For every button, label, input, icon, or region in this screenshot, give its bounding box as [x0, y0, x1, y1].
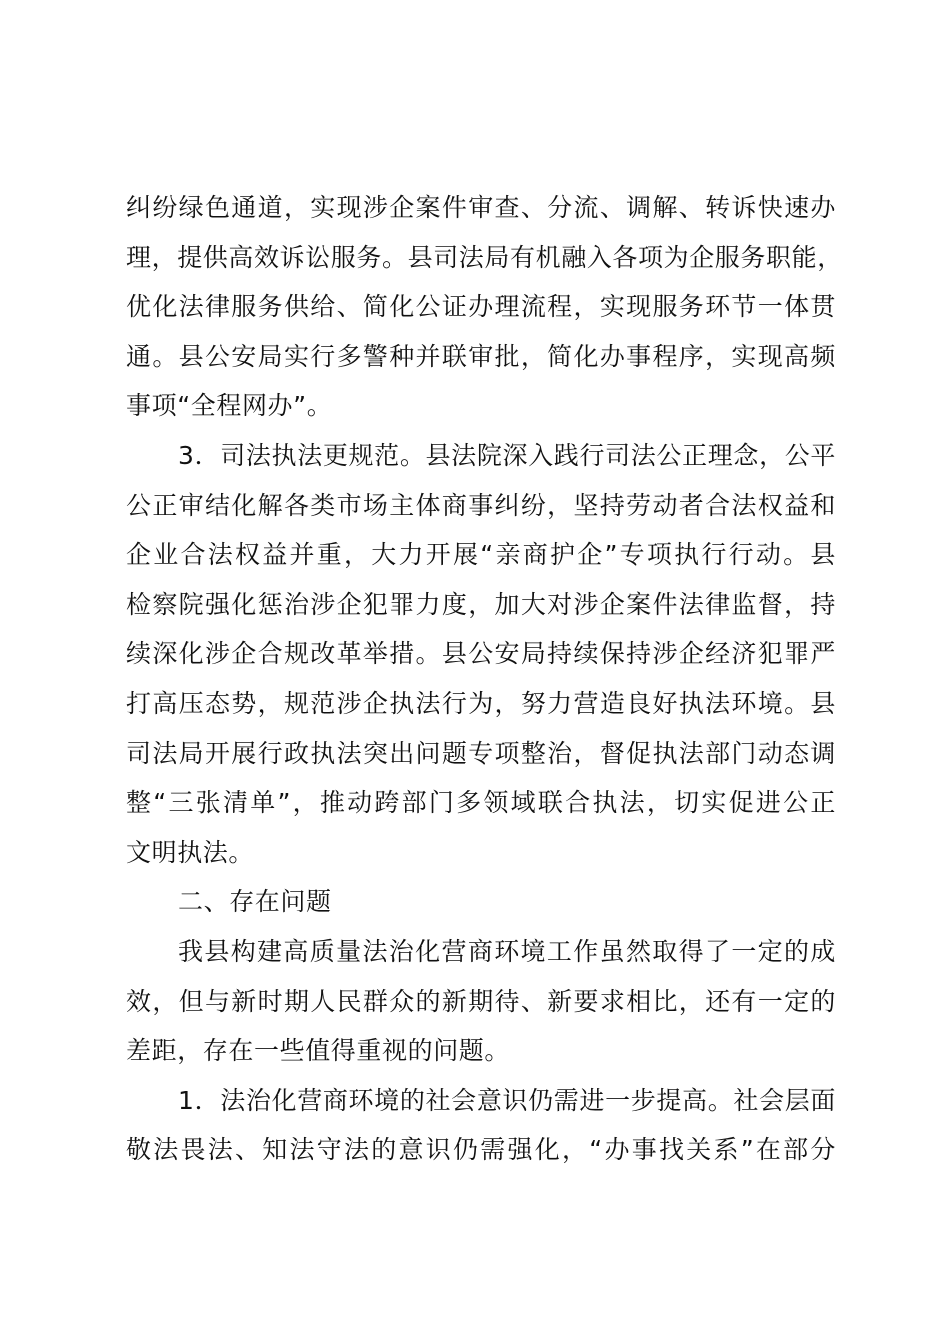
text-line: 企业合法权益并重，大力开展“亲商护企”专项执行行动。县: [126, 540, 836, 570]
document-body: [126, 183, 843, 1175]
text-line: 整“三张清单”，推动跨部门多领域联合执法，切实促进公正: [126, 788, 836, 818]
text-line: 续深化涉企合规改革举措。县公安局持续保持涉企经济犯罪严: [126, 639, 836, 669]
text-line: 效，但与新时期人民群众的新期待、新要求相比，还有一定的: [126, 986, 836, 1016]
text-line: 通。县公安局实行多警种并联审批，简化办事程序，实现高频: [126, 341, 836, 371]
text-line: 文明执法。: [126, 837, 255, 867]
section-heading: 二、存在问题: [178, 887, 332, 917]
text-line: 检察院强化惩治涉企犯罪力度，加大对涉企案件法律监督，持: [126, 589, 836, 619]
text-line: 司法局开展行政执法突出问题专项整治，督促执法部门动态调: [126, 738, 836, 768]
text-line: 公正审结化解各类市场主体商事纠纷，坚持劳动者合法权益和: [126, 490, 836, 520]
text-line: 1．法治化营商环境的社会意识仍需进一步提高。社会层面: [178, 1085, 836, 1115]
text-line: 我县构建高质量法治化营商环境工作虽然取得了一定的成: [178, 936, 836, 966]
text-line: 优化法律服务供给、简化公证办理流程，实现服务环节一体贯: [126, 292, 836, 322]
text-line: 打高压态势，规范涉企执法行为，努力营造良好执法环境。县: [126, 688, 836, 718]
text-line: 事项“全程网办”。: [126, 391, 333, 421]
text-line: 理，提供高效诉讼服务。县司法局有机融入各项为企服务职能，: [126, 242, 843, 272]
text-line: 敬法畏法、知法守法的意识仍需强化，“办事找关系”在部分: [126, 1135, 836, 1165]
text-line: 纠纷绿色通道，实现涉企案件审查、分流、调解、转诉快速办: [126, 193, 836, 222]
text-line: 3．司法执法更规范。县法院深入践行司法公正理念，公平: [178, 440, 836, 470]
text-line: 差距，存在一些值得重视的问题。: [126, 1036, 511, 1066]
